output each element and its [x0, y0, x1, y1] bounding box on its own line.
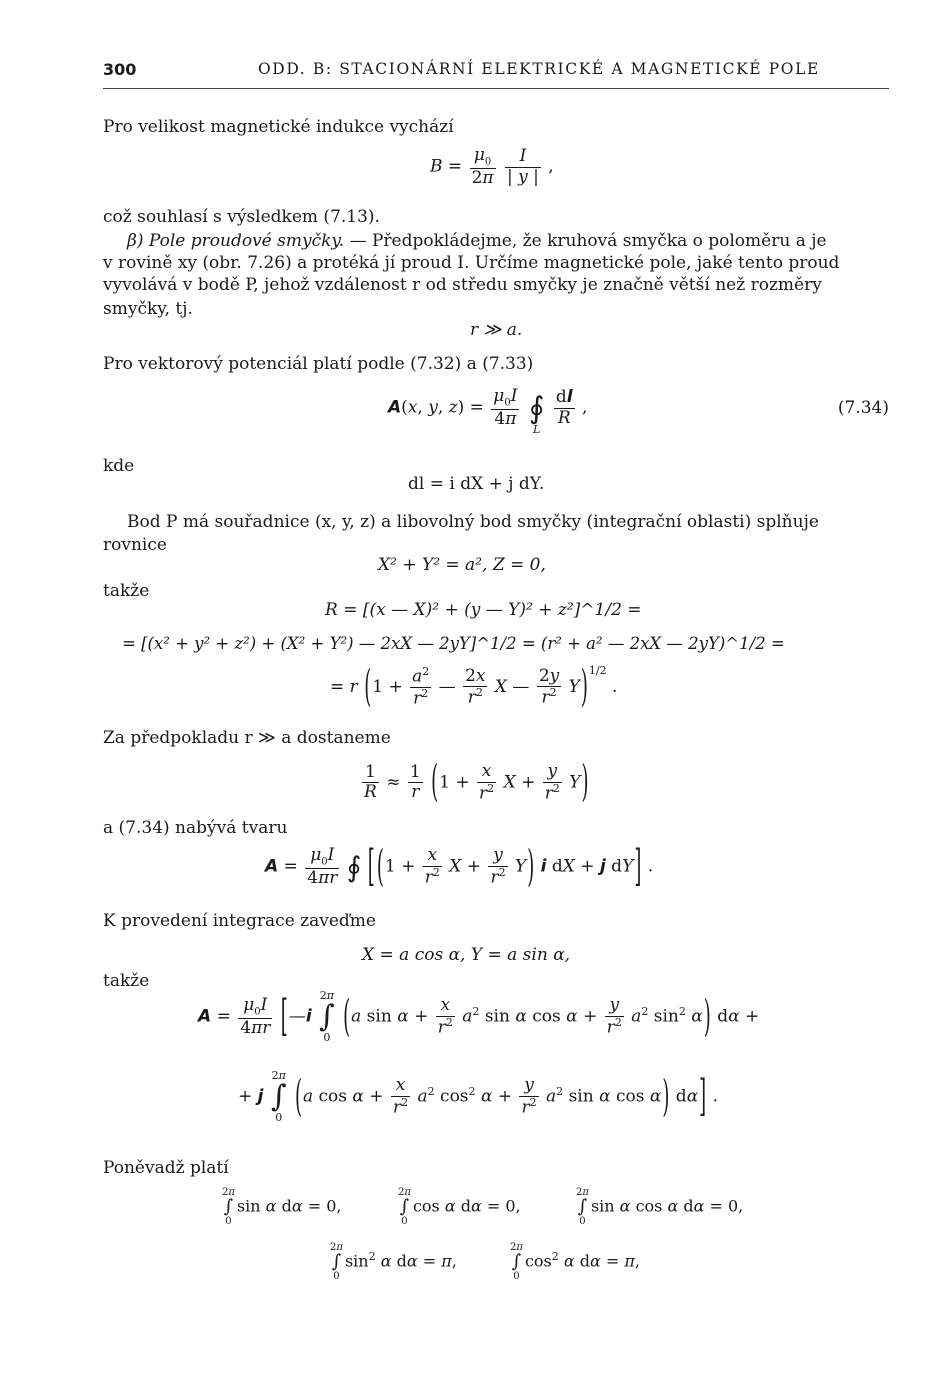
equation-number: (7.34) [837, 398, 889, 418]
equation-A-approx: A = $\frac{\mu_0I}{4\pi r}$ ∮ [ (1 + $\frac{x}{r^2}$ X + $\frac{y}{r^2}$ Y) i dX + j dY] . [265, 842, 654, 893]
paragraph-text: takže [103, 581, 150, 601]
paragraph-text: kde [103, 456, 135, 476]
paragraph-text: Bod P má souřadnice (x, y, z) a libovolný bod smyčky (integrační oblasti) splňuje [127, 512, 819, 532]
equation-identity-1: 2π ∫ 0 sin α dα = 0, [222, 1187, 342, 1227]
equation-identity-5: 2π ∫ 0 $\cos^2 \alpha$ dα = π, [510, 1242, 640, 1282]
page-number: 300 [103, 60, 137, 79]
equation-B: B = $\frac{\mu_0}{2\pi}$ $\frac{I}{| y |}$ , [430, 145, 554, 188]
paragraph-text: smyčky, tj. [103, 299, 193, 319]
equation-R1: R = [(x — X)² + (y — Y)² + z²]^1/2 = [325, 600, 642, 620]
equation-param: X = a cos α, Y = a sin α, [362, 945, 571, 965]
section-title: Pole proudové smyčky. [148, 231, 345, 251]
equation-1-over-R: $\frac{1}{R}$ ≈ $\frac{1}{r}$ (1 + $\frac{x}{r^2}$ X + $\frac{y}{r^2}$ Y) [364, 757, 589, 809]
header-rule [103, 88, 889, 89]
equation-identity-4: 2π ∫ 0 $\sin^2 \alpha$ dα = π, [330, 1242, 457, 1282]
equation-7-34: A(x, y, z) = $\frac{\mu_0I}{4\pi}$ ∮ L $\frac{dl}{R}$ , [388, 385, 588, 436]
paragraph-text: K provedení integrace zaveďme [103, 911, 376, 931]
paragraph-text: Pro velikost magnetické indukce vychází [103, 117, 454, 137]
equation-R2: = [(x² + y² + z²) + (X² + Y²) — 2xX — 2yY]^1/2 = (r² + a² — 2xX — 2yY)^1/2 = [122, 634, 785, 653]
paragraph-text: Pro vektorový potenciál platí podle (7.32) a (7.33) [103, 354, 534, 374]
section-marker: β) [127, 231, 144, 251]
paragraph-text: takže [103, 971, 150, 991]
paragraph-text: v rovině xy (obr. 7.26) a protéká jí proud I. Určíme magnetické pole, jaké tento proud [103, 253, 840, 273]
equation-r-gg-a: r ≫ a. [470, 320, 523, 340]
section-paragraph [127, 230, 827, 252]
paragraph-text: což souhlasí s výsledkem (7.13). [103, 207, 380, 227]
equation-identity-2: 2π ∫ 0 cos α dα = 0, [398, 1187, 521, 1227]
running-head: ODD. B: STACIONÁRNÍ ELEKTRICKÉ A MAGNETICKÉ POLE [258, 60, 820, 78]
equation-dl: dl = i dX + j dY. [408, 474, 545, 494]
equation-R3: = r (1 + $\frac{a^2}{r^2}$ — $\frac{2x}{r^2}$ X — $\frac{2y}{r^2}$ Y)$^{1/2}$ . [330, 662, 618, 713]
paragraph-text: vyvolává v bodě P, jehož vzdálenost r od středu smyčky je značně větší než rozměry [103, 275, 822, 295]
equation-identity-3: 2π ∫ 0 sin α cos α dα = 0, [576, 1187, 744, 1227]
paragraph-text: — Předpokládejme, že kruhová smyčka o poloměru a je [344, 231, 827, 251]
equation-integral-line1: A = $\frac{\mu_0I}{4\pi r}$ [—i 2π ∫ 0 (a sin α + $\frac{x}{r^2}$ $a^2$ sin α cos α + $\frac{y}{r^2}$ $a^2$ $\sin^2 \alpha$) dα + [198, 989, 760, 1044]
paragraph-text: rovnice [103, 535, 167, 555]
paragraph-text: Poněvadž platí [103, 1158, 229, 1178]
equation-circle: X² + Y² = a², Z = 0, [378, 555, 546, 575]
paragraph-text: Za předpokladu r ≫ a dostaneme [103, 728, 391, 748]
paragraph-text: a (7.34) nabývá tvaru [103, 818, 288, 838]
equation-integral-line2: + j 2π ∫ 0 (a cos α + $\frac{x}{r^2}$ $a^2$ $\cos^2 \alpha$ + $\frac{y}{r^2}$ $a^2$ sin α cos α) dα] . [238, 1069, 719, 1124]
